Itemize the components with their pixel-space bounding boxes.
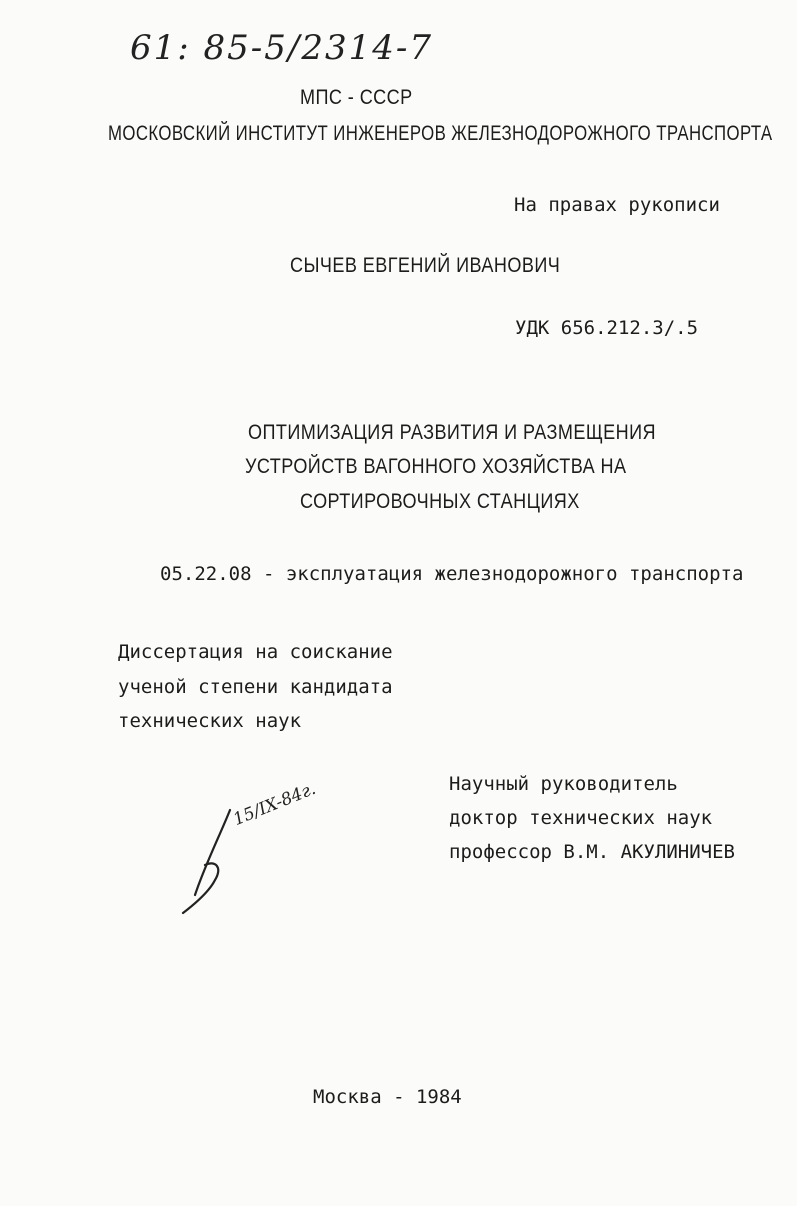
thesis-title-line-1: ОПТИМИЗАЦИЯ РАЗВИТИЯ И РАЗМЕЩЕНИЯ (248, 421, 657, 444)
specialty-code: 05.22.08 - эксплуатация железнодорожного транспорта (160, 563, 744, 585)
thesis-title-line-3: СОРТИРОВОЧНЫХ СТАНЦИЯХ (300, 490, 580, 513)
author-name: СЫЧЕВ ЕВГЕНИЙ ИВАНОВИЧ (290, 254, 561, 277)
dissertation-line-2: ученой степени кандидата (118, 676, 393, 698)
city-year: Москва - 1984 (313, 1086, 462, 1108)
dissertation-line-3: технических наук (118, 710, 302, 732)
supervisor-line-1: Научный руководитель (449, 773, 678, 795)
handwritten-date: 15/IX-84г. (230, 778, 319, 830)
supervisor-line-3: профессор В.М. АКУЛИНИЧЕВ (449, 841, 735, 863)
archive-code: 61: 85-5/2314-7 (130, 28, 434, 68)
ministry: МПС - СССР (300, 86, 413, 109)
udc-code: УДК 656.212.3/.5 (515, 317, 699, 339)
institute-name: МОСКОВСКИЙ ИНСТИТУТ ИНЖЕНЕРОВ ЖЕЛЕЗНОДОРОЖНОГО ТРАНСПОРТА (108, 122, 773, 145)
manuscript-rights: На правах рукописи (514, 194, 720, 216)
thesis-title-line-2: УСТРОЙСТВ ВАГОННОГО ХОЗЯЙСТВА НА (245, 455, 627, 478)
dissertation-line-1: Диссертация на соискание (118, 641, 393, 663)
supervisor-line-2: доктор технических наук (449, 807, 713, 829)
